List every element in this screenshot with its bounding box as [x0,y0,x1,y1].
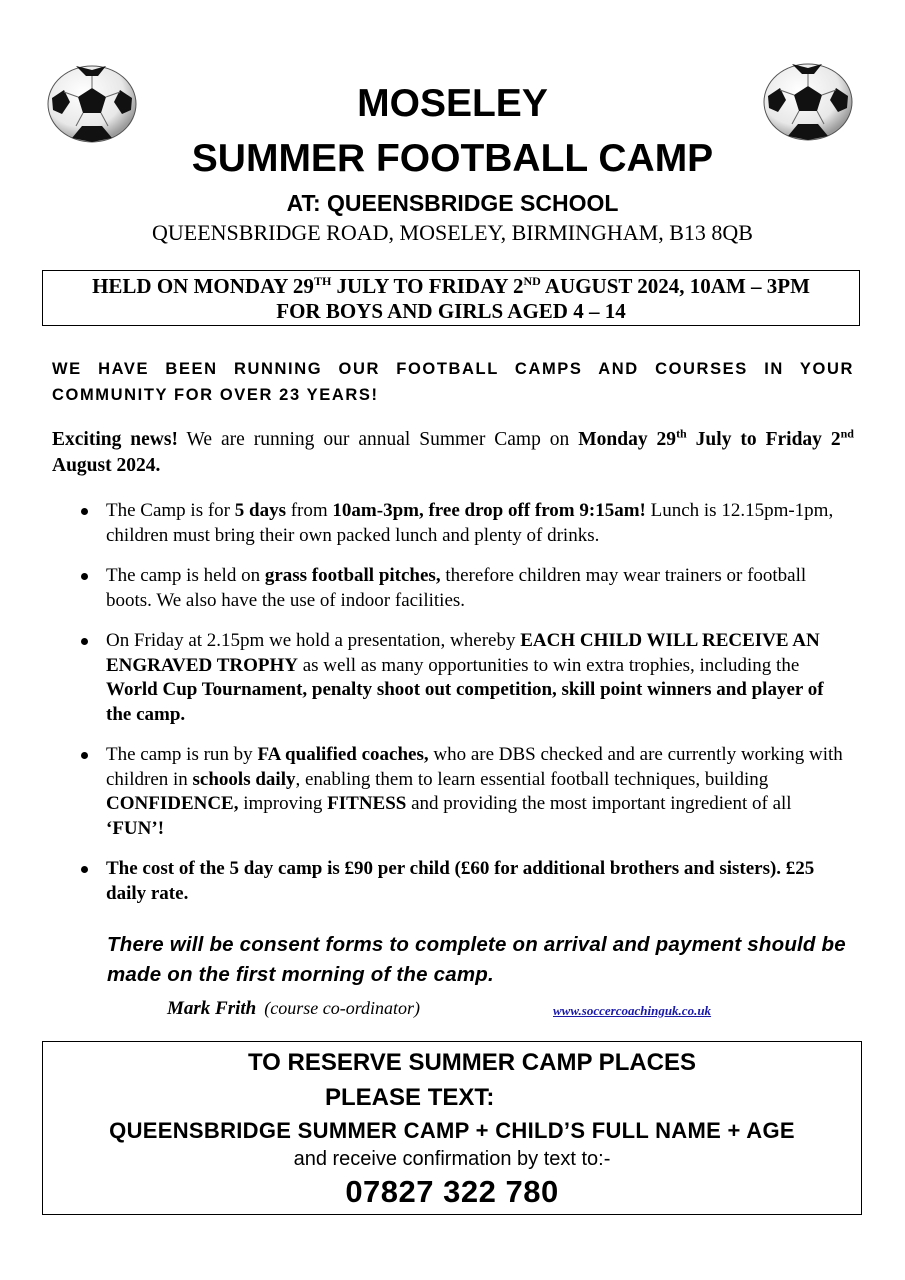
coordinator-role: (course co-ordinator) [264,998,421,1018]
news-paragraph: Exciting news! We are running our annual Summer Camp on Monday 29th July to Friday 2nd August 2024. [52,426,854,476]
list-item: On Friday at 2.15pm we hold a presentation, whereby EACH CHILD WILL RECEIVE AN ENGRAVED TROPHY as well as many opportunities to win extra trophies, including the World Cup Tournament, penalty shoot out competition, skill point winners and player of the camp. [106,629,852,727]
list-item: The Camp is for 5 days from 10am-3pm, free drop off from 9:15am! Lunch is 12.15pm-1pm, children must bring their own packed lunch and plenty of drinks. [106,499,852,548]
info-list [106,499,852,922]
consent-note: There will be consent forms to complete on arrival and payment should be made on the first morning of the camp. [107,933,846,986]
coordinator-name: Mark Frith [167,998,257,1019]
reserve-instruction: PLEASE TEXT: [325,1084,495,1111]
venue-address: QUEENSBRIDGE ROAD, MOSELEY, BIRMINGHAM, B13 8QB [152,220,753,245]
phone-number: 07827 322 780 [345,1174,559,1209]
intro-text: WE HAVE BEEN RUNNING OUR FOOTBALL CAMPS AND COURSES IN YOUR COMMUNITY FOR OVER 23 YEARS! [52,360,854,404]
dates-box [42,270,860,326]
list-item: The camp is held on grass football pitches, therefore children may wear trainers or football boots. We also have the use of indoor facilities. [106,564,852,613]
list-item: The cost of the 5 day camp is £90 per child (£60 for additional brothers and sisters). £25 daily rate. [106,857,852,906]
page-subtitle: SUMMER FOOTBALL CAMP [191,137,714,180]
list-item: The camp is run by FA qualified coaches, who are DBS checked and are currently working with children in schools daily, enabling them to learn essential football techniques, building CONFIDENCE, improving FITNESS and providing the most important ingredient of all ‘FUN’! [106,743,852,841]
reserve-heading: TO RESERVE SUMMER CAMP PLACES [247,1049,697,1076]
venue-heading: AT: QUEENSBRIDGE SCHOOL [286,190,619,216]
website-link[interactable]: www.soccercoachinguk.co.uk [553,1003,712,1018]
page-title: MOSELEY [357,82,548,125]
reserve-message-format: QUEENSBRIDGE SUMMER CAMP + CHILD’S FULL NAME + AGE [109,1118,795,1143]
dates-line: HELD ON MONDAY 29TH JULY TO FRIDAY 2ND AUGUST 2024, 10AM – 3PM [92,274,810,298]
signature [167,996,420,1021]
reserve-confirmation-note: and receive confirmation by text to:- [293,1148,611,1170]
reserve-box [42,1041,862,1215]
ages-line: FOR BOYS AND GIRLS AGED 4 – 14 [276,299,626,323]
